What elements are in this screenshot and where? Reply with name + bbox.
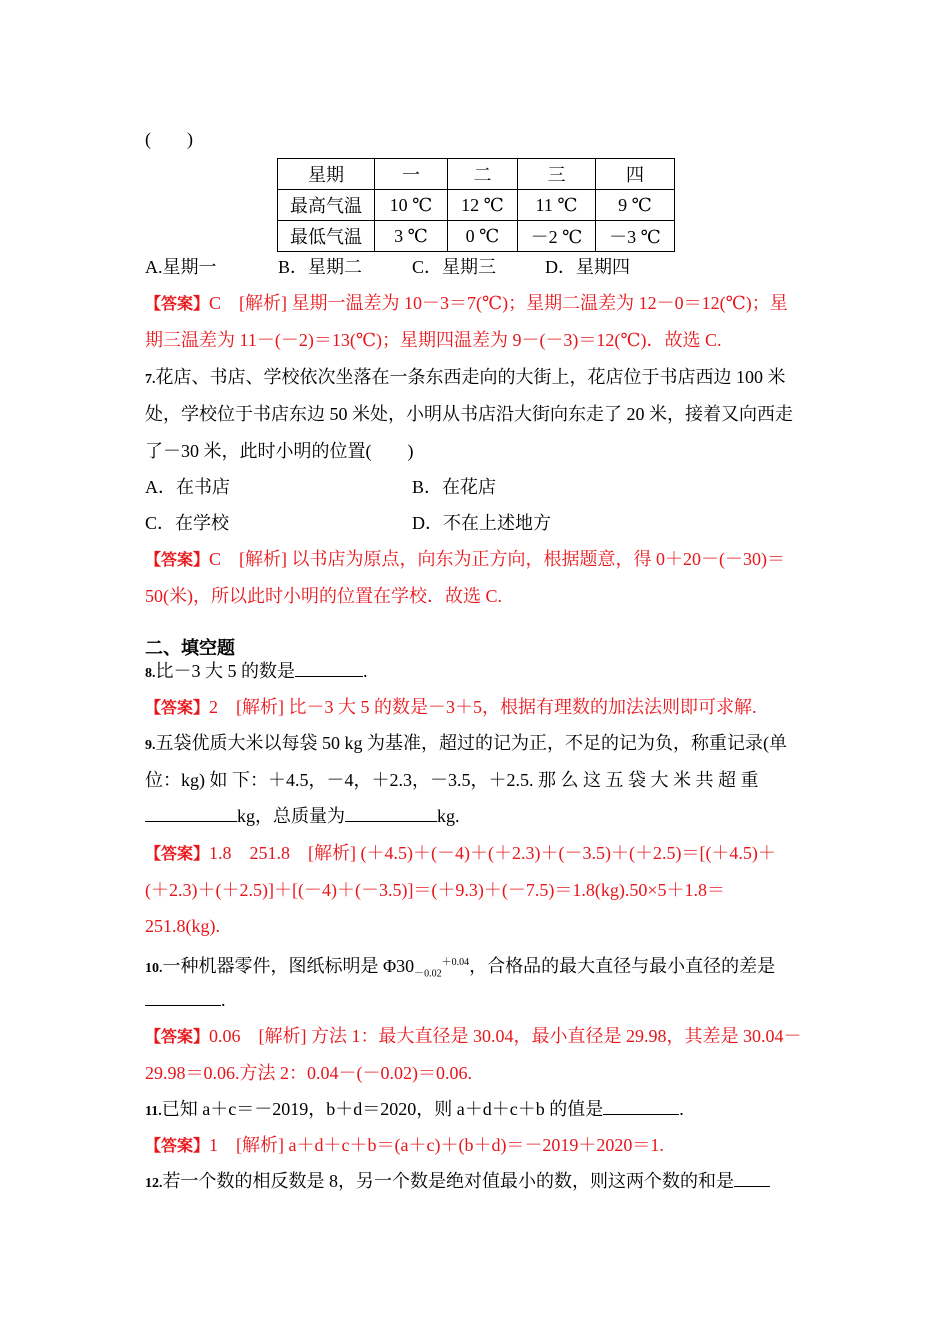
table-cell: 最低气温 [278,221,375,252]
answer-blank [295,660,363,677]
q9-line2: 位：kg) 如 下：＋4.5，－4，＋2.3，－3.5，＋2.5. 那 么 这 五 袋 大 米 共 超 重 [145,770,759,790]
option-a: A．在书店 [145,477,230,497]
q10-answer-line1: 【答案】0.06 [解析] 方法 1：最大直径是 30.04，最小直径是 29.98，其差是 30.04－ [145,1026,802,1046]
q11-answer: 【答案】1 [解析] a＋d＋c＋b＝(a＋c)＋(b＋d)＝－2019＋2020＝1. [145,1135,664,1155]
section-title: 二、填空题 [145,638,235,659]
table-cell: －3 ℃ [596,221,675,252]
answer-tag: 【答案】 [145,1029,210,1046]
q7-line2: 处，学校位于书店东边 50 米处，小明从书店沿大街向东走了 20 米，接着又向西走 [145,404,793,424]
question-number: 7. [145,372,156,387]
table-header-cell: 一 [375,159,448,190]
q10-answer-line2: 29.98＝0.06.方法 2：0.04－(－0.02)＝0.06. [145,1063,472,1083]
q7-answer-line1: 【答案】C [解析] 以书店为原点，向东为正方向，根据题意，得 0＋20－(－30)＝ [145,549,785,569]
q8-answer: 【答案】2 [解析] 比－3 大 5 的数是－3＋5，根据有理数的加法法则即可求解. [145,697,757,717]
q8-question: 8.比－3 大 5 的数是 . [145,661,368,681]
table-cell: 最高气温 [278,190,375,221]
answer-blank [345,805,437,822]
tolerance-upper: ＋0.04 [441,957,470,968]
table-header-cell: 三 [518,159,596,190]
table-cell: 0 ℃ [448,221,518,252]
table-cell: 10 ℃ [375,190,448,221]
q7-line3: 了－30 米，此时小明的位置( ) [145,441,414,461]
tolerance-lower: －0.02 [414,968,442,980]
temperature-table [277,158,675,252]
q6-answer-line2: 期三温差为 11－(－2)＝13(℃)；星期四温差为 9－(－3)＝12(℃)．故选 C. [145,330,722,350]
answer-blank [145,805,237,822]
table-cell: 9 ℃ [596,190,675,221]
q9-answer-line2: (＋2.3)＋(＋2.5)]＋[(－4)＋(－3.5)]＝(＋9.3)＋(－7.5)＝1.8(kg).50×5＋1.8＝ [145,880,726,900]
question-number: 9. [145,738,156,753]
option-a: A.星期一 [145,257,217,277]
q11-question: 11.已知 a＋c＝－2019，b＋d＝2020，则 a＋d＋c＋b 的值是 . [145,1099,684,1119]
table-row [278,159,675,190]
table-cell: 12 ℃ [448,190,518,221]
table-header-cell: 星期 [278,159,375,190]
answer-blank [145,989,221,1006]
question-number: 12. [145,1176,163,1191]
table-cell: 3 ℃ [375,221,448,252]
question-number: 8. [145,666,156,681]
option-d: D．不在上述地方 [412,513,551,533]
option-b: B．星期二 [278,257,363,277]
q9-line1: 9.五袋优质大米以每袋 50 kg 为基准，超过的记为正，不足的记为负，称重记录(单 [145,733,787,753]
option-c: C．星期三 [412,257,497,277]
q6-answer-line1: 【答案】C [解析] 星期一温差为 10－3＝7(℃)；星期二温差为 12－0＝12(℃)；星 [145,293,788,313]
answer-blank [603,1098,679,1115]
table-cell: 11 ℃ [518,190,596,221]
answer-tag: 【答案】 [145,846,210,863]
question-number: 10. [145,961,163,976]
table-header-cell: 二 [448,159,518,190]
answer-tag: 【答案】 [145,700,210,717]
option-c: C．在学校 [145,513,230,533]
answer-tag: 【答案】 [145,296,210,313]
answer-blank [734,1170,770,1187]
table-row [278,190,675,221]
table-header-cell: 四 [596,159,675,190]
q9-answer-line1: 【答案】1.8 251.8 [解析] (＋4.5)＋(－4)＋(＋2.3)＋(－3.5)＋(＋2.5)＝[(＋4.5)＋ [145,843,776,863]
option-d: D．星期四 [545,257,630,277]
q7-answer-line2: 50(米)，所以此时小明的位置在学校．故选 C. [145,586,502,606]
question-number: 11. [145,1104,162,1119]
q10-line1: 10.一种机器零件，图纸标明是 $\Phi 30_{-0.02}^{+0.04}$，合格品的最大直径与最小直径的差是 [145,956,776,980]
q7-line1: 7.花店、书店、学校依次坐落在一条东西走向的大街上，花店位于书店西边 100 米 [145,367,786,387]
q10-line2: . [145,989,226,1011]
option-b: B．在花店 [412,477,497,497]
answer-tag: 【答案】 [145,1138,210,1155]
q12-question: 12.若一个数的相反数是 8，另一个数是绝对值最小的数，则这两个数的和是 [145,1170,770,1195]
q9-answer-line3: 251.8(kg). [145,916,220,936]
table-row [278,221,675,252]
q6-bracket: ( ) [145,129,193,149]
answer-tag: 【答案】 [145,552,210,569]
q9-line3: kg，总质量为 kg. [145,805,460,827]
table-cell: －2 ℃ [518,221,596,252]
